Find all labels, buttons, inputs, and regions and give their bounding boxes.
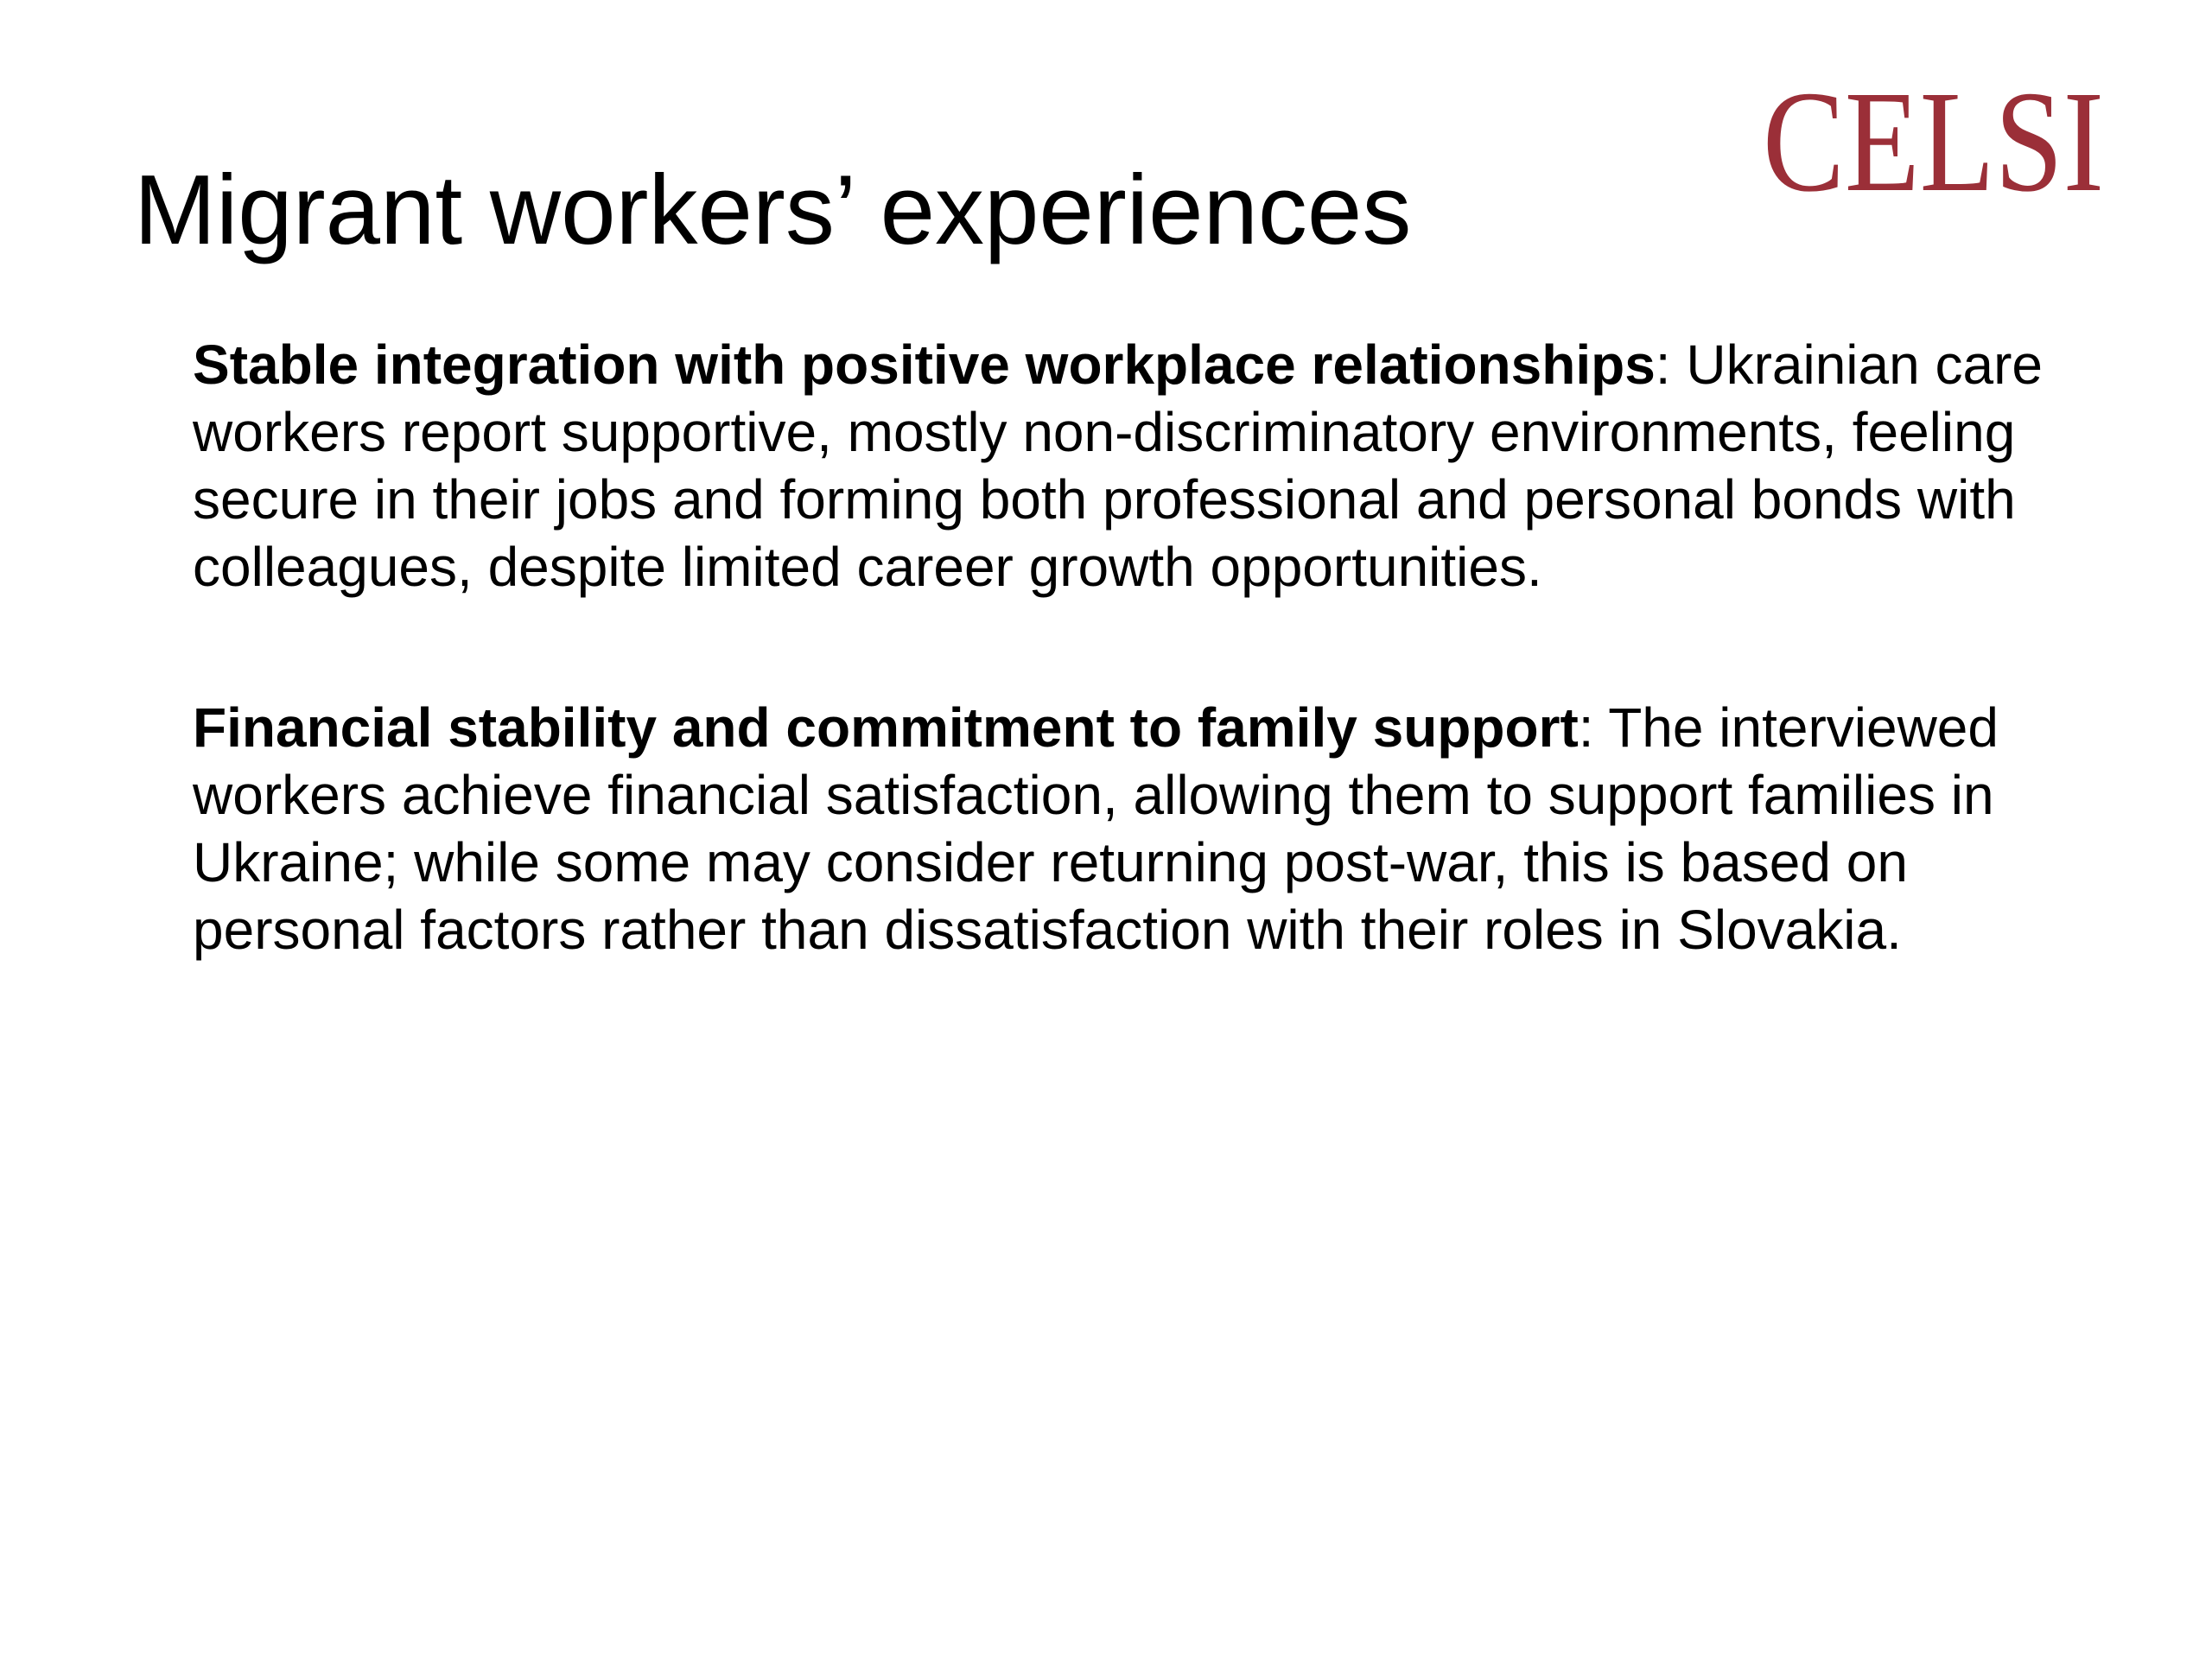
finding-paragraph-1 [193, 331, 2076, 601]
finding-paragraph-2 [193, 694, 2076, 963]
celsi-logo-text: CELSI [1763, 61, 2104, 222]
celsi-logo [1763, 61, 2108, 222]
finding-2-separator: : [1578, 696, 1594, 759]
finding-1-text: Ukrainian care workers report supportive, mostly non-discriminatory environments, feeling secure in their jobs and forming both professional and personal bonds with colleagues, despite limited career growth opportunities. [193, 334, 2043, 598]
finding-1-separator: : [1655, 334, 1671, 396]
finding-2-text: The interviewed workers achieve financial satisfaction, allowing them to support families in Ukraine; while some may consider returning post-war, this is based on personal factors rather than dissatisfaction with their roles in Slovakia. [193, 696, 1999, 961]
celsi-logo-graphic [1763, 61, 2108, 222]
slide-content [193, 331, 2076, 1057]
slide-title: Migrant workers’ experiences [134, 156, 1412, 265]
finding-2-heading: Financial stability and commitment to family support [193, 696, 1579, 759]
finding-1-heading: Stable integration with positive workplace relationships [193, 334, 1656, 396]
